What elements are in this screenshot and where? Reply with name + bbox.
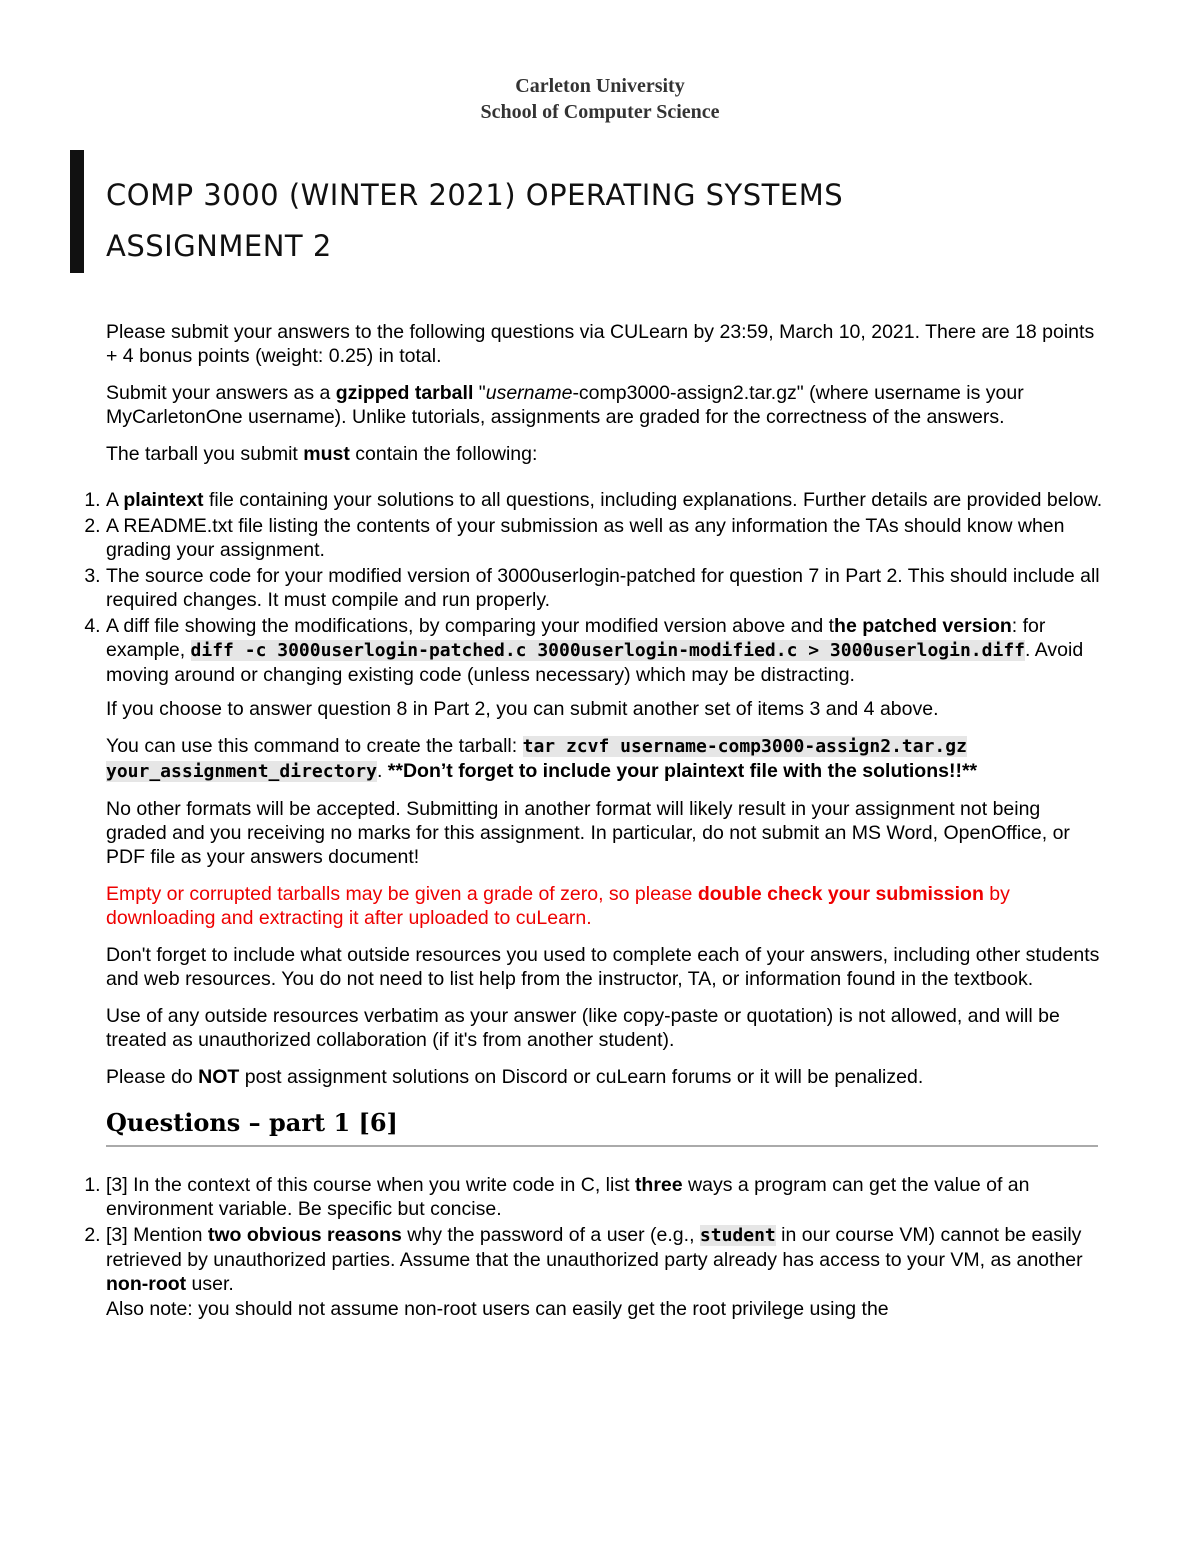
text-span: Empty or corrupted tarballs may be given a grade of zero, so please [106, 882, 698, 905]
text-span: . Avoid moving around or changing existing code (unless necessary) which may be distracting. [106, 638, 1084, 686]
text-span: [3] In the context of this course when you write code in C, list [106, 1173, 635, 1196]
text-span: A [106, 489, 124, 512]
text-span: -comp3000-assign2.tar.gz" (where username is your MyCarletonOne username). Unlike tutorials, assignments are graded for the correctness of the answers. [106, 381, 1024, 429]
document-body [106, 320, 1106, 1331]
text-span: in our course VM) cannot be easily retrieved by unauthorized parties. Assume that the unauthorized party already has access to your VM, as another [106, 1223, 1083, 1272]
text-span: . [376, 760, 388, 783]
text-span: Also note: you should not assume non-root users can easily get the root privilege using the [106, 1297, 889, 1320]
bold-text: non-root [106, 1273, 187, 1296]
part2-paragraph: If you choose to answer question 8 in Part 2, you can submit another set of items 3 and 4 above. [106, 698, 939, 721]
assignment-title: ASSIGNMENT 2 [106, 229, 332, 263]
question-item [106, 1223, 1106, 1321]
bold-text: NOT [198, 1065, 240, 1088]
text-span: user. [186, 1273, 234, 1296]
tarball-contents-paragraph [106, 442, 1106, 466]
questions-heading: Questions – part 1 [6] [106, 1111, 1098, 1147]
bold-text: must [303, 442, 350, 465]
title-accent-bar [70, 150, 84, 273]
list-item [106, 488, 1106, 512]
tar-command-paragraph [106, 734, 1106, 784]
university-name: Carleton University [515, 75, 685, 97]
school-name: School of Computer Science [480, 101, 720, 123]
text-span: The tarball you submit [106, 442, 304, 465]
bold-text: three [634, 1173, 683, 1196]
bold-text: two obvious reasons [207, 1223, 402, 1246]
verbatim-paragraph: Use of any outside resources verbatim as your answer (like copy-paste or quotation) is not allowed, and will be treated as unauthorized collaboration (if it's from another student). [106, 1004, 1060, 1051]
bold-text: **Don’t forget to include your plaintext file with the solutions!!** [387, 760, 978, 783]
text-span: [3] Mention [106, 1223, 208, 1246]
code-snippet: diff -c 3000userlogin-patched.c 3000userlogin-modified.c > 3000userlogin.diff [190, 639, 1025, 661]
requirements-list [32, 488, 1106, 687]
list-item: 2. A README.txt file listing the contents of your submission as well as any information the TAs should know when grading your assignment. [106, 514, 1106, 562]
text-span: A diff file showing the modifications, by comparing your modified version above and t [106, 614, 835, 637]
text-span: ways a program can get the value of an environment variable. Be specific but concise. [106, 1173, 1030, 1221]
submit-format-paragraph [106, 381, 1106, 429]
discord-paragraph [106, 1065, 1106, 1089]
bold-text: plaintext [123, 489, 204, 512]
italic-text: username [485, 381, 573, 404]
code-snippet: tar zcvf username-comp3000-assign2.tar.gz your_assignment_directory [106, 735, 967, 783]
text-span: Submit your answers as a [106, 381, 336, 404]
text-span: Please do [106, 1065, 199, 1088]
text-span: why the password of a user (e.g., [401, 1223, 700, 1246]
warning-paragraph [106, 882, 1106, 930]
text-span: by downloading and extracting it after uploaded to cuLearn. [106, 882, 1010, 930]
text-span: : for example, [106, 614, 1046, 661]
intro-paragraph: Please submit your answers to the following questions via CULearn by 23:59, March 10, 2021. There are 18 points + 4 bonus points (weight: 0.25) in total. [106, 321, 1095, 368]
questions-list [32, 1173, 1106, 1321]
list-item: 3. The source code for your modified version of 3000userlogin-patched for question 7 in Part 2. This should include all required changes. It must compile and run properly. [106, 564, 1106, 612]
code-snippet: student [699, 1224, 776, 1246]
bold-text: he patched version [834, 614, 1012, 637]
question-item [106, 1173, 1106, 1221]
text-span: " [473, 381, 486, 404]
bold-text: double check your submission [697, 882, 984, 905]
text-span: contain the following: [349, 442, 538, 465]
formats-paragraph: No other formats will be accepted. Submitting in another format will likely result in your assignment not being graded and you receiving no marks for this assignment. In particular, do not submit an MS Word, OpenOffice, or PDF file as your answers document! [106, 797, 1070, 869]
resources-paragraph: Don't forget to include what outside resources you used to complete each of your answers, including other students and web resources. You do not need to list help from the instructor, TA, or information found in the textbook. [106, 943, 1100, 990]
text-span: You can use this command to create the tarball: [106, 734, 523, 757]
course-title: COMP 3000 (WINTER 2021) OPERATING SYSTEMS [106, 178, 844, 212]
list-item [106, 614, 1106, 688]
text-span: file containing your solutions to all questions, including explanations. Further details are provided below. [203, 489, 1103, 512]
bold-text: gzipped tarball [335, 381, 474, 404]
text-span: post assignment solutions on Discord or cuLearn forums or it will be penalized. [239, 1065, 924, 1088]
